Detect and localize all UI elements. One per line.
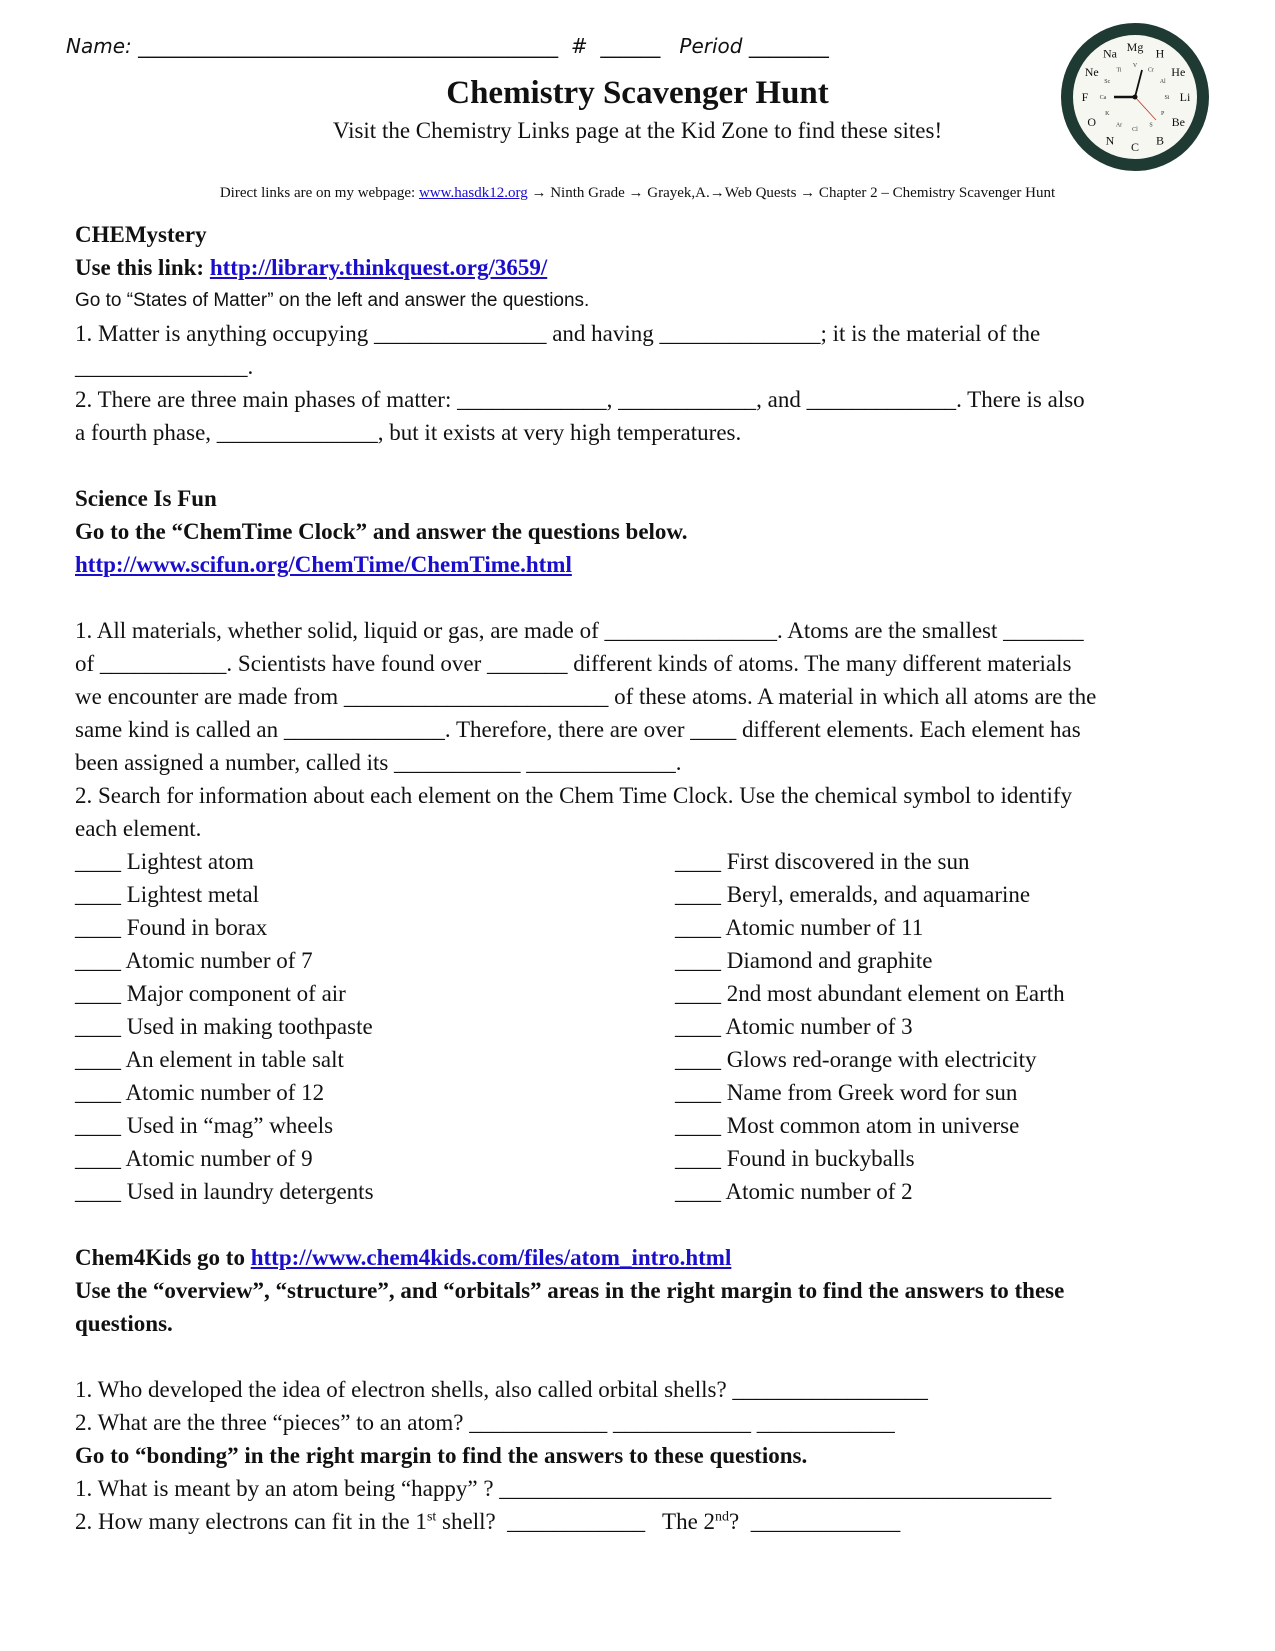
page-subtitle: Visit the Chemistry Links page at the Kid Zone to find these sites!: [332, 118, 943, 143]
chem4kids-q2: 2. What are the three “pieces” to an atom? ____________ ____________ ____________: [75, 1410, 895, 1435]
list-item: ____ Major component of air: [75, 981, 346, 1006]
science-fun-p1-line: 1. All materials, whether solid, liquid or gas, are made of _______________. Atoms are the smallest _______: [75, 618, 1084, 643]
clock-symbol-h: H: [1155, 46, 1165, 61]
period-blank: ________: [748, 34, 829, 58]
clock-symbol-p: P: [1161, 111, 1165, 117]
list-item: ____ Found in buckyballs: [675, 1146, 915, 1171]
direct-links-path: → Ninth Grade → Grayek,A.→Web Quests → Chapter 2 – Chemistry Scavenger Hunt: [527, 185, 1056, 201]
clock-symbol-o: O: [1087, 115, 1097, 129]
worksheet-content: [75, 218, 1205, 1538]
science-fun-p1-line: we encounter are made from _______________________ of these atoms. A material in which all atoms are the: [75, 684, 1097, 709]
chem4kids-q3: 1. What is meant by an atom being “happy” ? ________________________________________________: [75, 1476, 1052, 1501]
chemystery-instruction: Go to “States of Matter” on the left and answer the questions.: [75, 290, 590, 311]
element-matching-list: [75, 845, 1205, 1208]
clock-symbol-na: Na: [1103, 46, 1117, 61]
list-item: ____ Glows red-orange with electricity: [675, 1047, 1037, 1072]
q4-text-a: 2. How many electrons can fit in the 1: [75, 1509, 427, 1534]
clock-symbol-n: N: [1105, 133, 1115, 148]
q4-superscript-st: st: [426, 1509, 437, 1525]
clock-symbol-ar: Ar: [1115, 122, 1123, 129]
number-blank: ______: [600, 34, 661, 58]
list-item: ____ 2nd most abundant element on Earth: [675, 981, 1065, 1006]
chemystery-q2-line2: a fourth phase, ______________, but it exists at very high temperatures.: [75, 420, 742, 445]
chem4kids-instruction-line1: Use the “overview”, “structure”, and “orbitals” areas in the right margin to find the answers to these: [75, 1278, 1065, 1303]
clock-symbol-ti: Ti: [1116, 67, 1122, 74]
element-list-left: [75, 845, 374, 1208]
scifun-link-line: [75, 548, 1205, 581]
chem4kids-link[interactable]: http://www.chem4kids.com/files/atom_intro.html: [250, 1245, 732, 1270]
list-item: ____ Lightest atom: [75, 849, 254, 874]
chem4kids-heading: [75, 1241, 1205, 1274]
science-fun-heading: Science Is Fun: [75, 486, 217, 511]
list-item: ____ Atomic number of 12: [75, 1080, 325, 1105]
clock-symbol-si: Si: [1164, 95, 1170, 101]
science-fun-p2-line: 2. Search for information about each element on the Chem Time Clock. Use the chemical symbol to identify: [75, 783, 1073, 808]
clock-symbol-cl: Cl: [1132, 127, 1138, 133]
clock-symbol-v: V: [1132, 63, 1138, 69]
direct-links-prefix: Direct links are on my webpage:: [219, 185, 419, 201]
science-fun-p1-line: of ___________. Scientists have found over _______ different kinds of atoms. The many different materials: [75, 651, 1072, 676]
clock-symbol-b: B: [1155, 133, 1165, 148]
chemystery-q1-line1: 1. Matter is anything occupying _______________ and having ______________; it is the material of the: [75, 321, 1041, 346]
science-fun-p1-line: been assigned a number, called its ___________ _____________.: [75, 750, 682, 775]
webpage-link[interactable]: www.hasdk12.org: [418, 185, 528, 201]
chemystery-heading: CHEMystery: [75, 222, 207, 247]
name-blank: __________________________________________: [138, 34, 559, 58]
direct-links-line: [0, 185, 1275, 202]
list-item: ____ Found in borax: [75, 915, 268, 940]
list-item: ____ An element in table salt: [75, 1047, 344, 1072]
list-item: ____ Most common atom in universe: [675, 1113, 1020, 1138]
clock-symbol-sc: Sc: [1104, 79, 1111, 85]
number-label: #: [570, 34, 588, 58]
clock-symbol-ca: Ca: [1099, 95, 1107, 101]
clock-symbol-li: Li: [1179, 90, 1191, 104]
chem4kids-heading-prefix: Chem4Kids go to: [75, 1245, 251, 1270]
clock-symbol-al: Al: [1159, 79, 1166, 85]
list-item: ____ Beryl, emeralds, and aquamarine: [675, 882, 1031, 907]
list-item: ____ First discovered in the sun: [675, 849, 970, 874]
list-item: ____ Atomic number of 11: [675, 915, 924, 940]
clock-symbol-f: F: [1081, 90, 1089, 104]
list-item: ____ Atomic number of 3: [675, 1014, 913, 1039]
list-item: ____ Diamond and graphite: [675, 948, 933, 973]
element-list-right: [675, 845, 1065, 1208]
q4-superscript-nd: nd: [715, 1509, 730, 1525]
list-item: ____ Used in “mag” wheels: [75, 1113, 334, 1138]
list-item: ____ Atomic number of 2: [675, 1179, 913, 1204]
clock-symbol-mg: Mg: [1126, 40, 1144, 54]
chem4kids-q4: [75, 1505, 1205, 1538]
student-info-line: [66, 34, 986, 64]
list-item: ____ Used in making toothpaste: [75, 1014, 373, 1039]
list-item: ____ Lightest metal: [75, 882, 259, 907]
q4-text-c: ? _____________: [729, 1509, 901, 1534]
chem4kids-instruction-line2: questions.: [75, 1311, 173, 1336]
clock-symbol-be: Be: [1171, 115, 1185, 129]
name-label: Name:: [66, 34, 132, 58]
chemystery-link-label: Use this link:: [75, 255, 210, 280]
scifun-link[interactable]: http://www.scifun.org/ChemTime/ChemTime.html: [75, 552, 572, 577]
clock-symbol-cr: Cr: [1148, 67, 1154, 74]
page-title: Chemistry Scavenger Hunt: [446, 75, 829, 111]
science-fun-p1-line: same kind is called an ______________. Therefore, there are over ____ different elements. Each element has: [75, 717, 1081, 742]
chemystery-q2-line1: 2. There are three main phases of matter: _____________, ____________, and _____________. There is also: [75, 387, 1085, 412]
clock-symbol-k: K: [1105, 111, 1110, 117]
science-fun-instruction: Go to the “ChemTime Clock” and answer the questions below.: [75, 519, 688, 544]
bonding-instruction: Go to “bonding” in the right margin to find the answers to these questions.: [75, 1443, 808, 1468]
list-item: ____ Name from Greek word for sun: [675, 1080, 1018, 1105]
chem4kids-q1: 1. Who developed the idea of electron shells, also called orbital shells? _________________: [75, 1377, 928, 1402]
clock-symbol-s: S: [1149, 122, 1153, 129]
clock-symbol-he: He: [1171, 65, 1186, 79]
science-fun-p2-line: each element.: [75, 816, 202, 841]
chem-time-clock-image: [1058, 20, 1212, 174]
list-item: ____ Atomic number of 7: [75, 948, 313, 973]
thinkquest-link[interactable]: http://library.thinkquest.org/3659/: [209, 255, 548, 280]
chemystery-link-line: [75, 251, 1205, 284]
period-label: Period: [679, 34, 743, 58]
clock-symbol-ne: Ne: [1084, 65, 1099, 79]
q4-text-b: shell? ____________ The 2: [436, 1509, 716, 1534]
list-item: ____ Atomic number of 9: [75, 1146, 313, 1171]
list-item: ____ Used in laundry detergents: [75, 1179, 374, 1204]
chemystery-q1-line2: _______________.: [75, 354, 254, 379]
clock-symbol-c: C: [1130, 140, 1140, 154]
